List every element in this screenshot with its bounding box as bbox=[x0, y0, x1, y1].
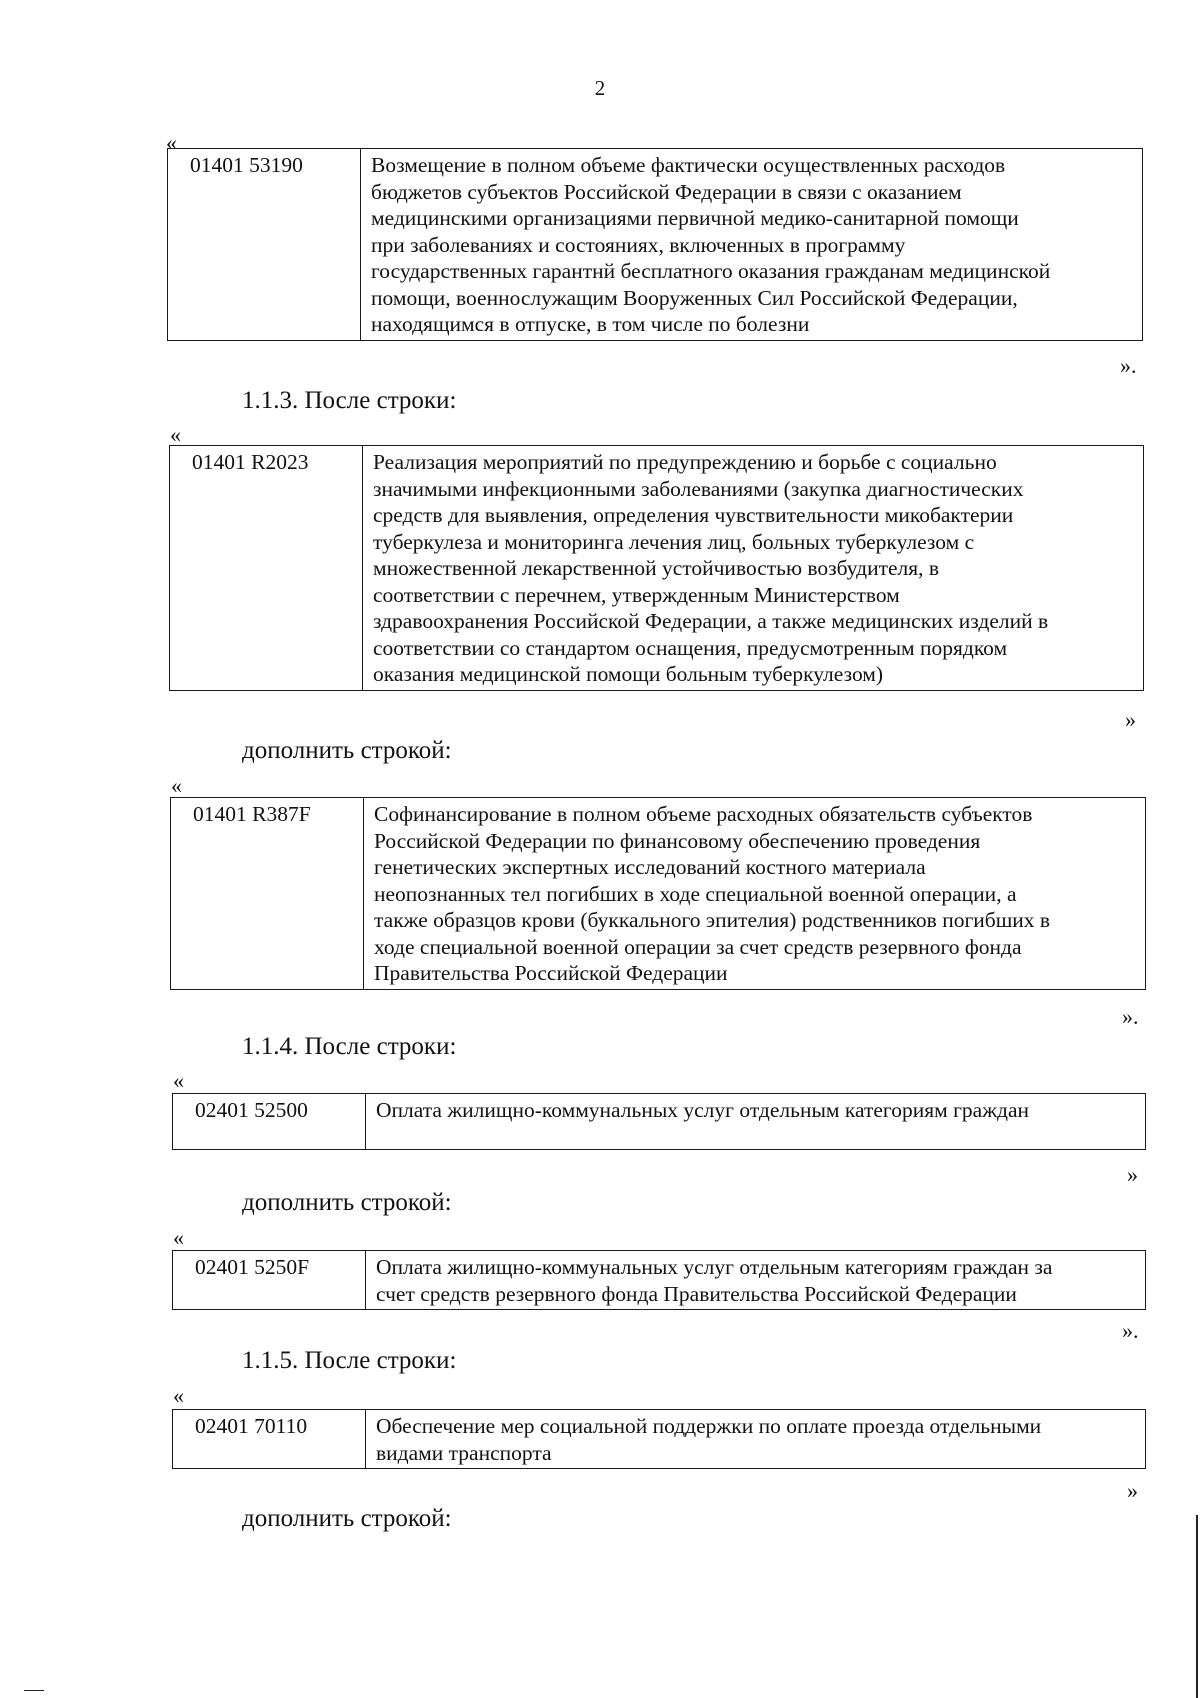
description-line: генетических экспертных исследований костного материала bbox=[374, 855, 926, 879]
budget-code-description bbox=[366, 1251, 1146, 1310]
description-line: соответствии со стандартом оснащения, предусмотренным порядком bbox=[373, 635, 1008, 660]
description-line: Оплата жилищно-коммунальных услуг отдельным категориям граждан за bbox=[376, 1255, 1053, 1279]
description-line: оказания медицинской помощи больным туберкулезом) bbox=[373, 662, 884, 686]
close-quote: » bbox=[1127, 1162, 1138, 1187]
budget-code-row bbox=[169, 445, 1144, 691]
description-line: множественной лекарственной устойчивостью возбудителя, в bbox=[373, 556, 940, 580]
budget-code-row bbox=[172, 1409, 1146, 1469]
close-quote: ». bbox=[1122, 1004, 1139, 1029]
budget-code-row bbox=[170, 797, 1146, 990]
scan-edge-mark bbox=[24, 1690, 44, 1691]
description-line: ходе специальной военной операции за счет средств резервного фонда bbox=[374, 934, 1022, 959]
description-line: помощи, военнослужащим Вооруженных Сил Российской Федерации, bbox=[371, 285, 1018, 310]
description-line: медицинскими организациями первичной медико-санитарной помощи bbox=[371, 206, 1019, 230]
open-quote: « bbox=[173, 1225, 184, 1250]
description-line: туберкулеза и мониторинга лечения лиц, больных туберкулезом с bbox=[373, 529, 975, 554]
description-line: Возмещение в полном объеме фактически осуществленных расходов bbox=[371, 153, 1006, 177]
budget-code-description bbox=[364, 798, 1146, 990]
description-line: Реализация мероприятий по предупреждению и борьбе с социально bbox=[373, 450, 997, 474]
description-line: видами транспорта bbox=[376, 1440, 552, 1465]
description-line: счет средств резервного фонда Правительства Российской Федерации bbox=[376, 1281, 1017, 1306]
section-heading: дополнить строкой: bbox=[242, 1505, 452, 1532]
description-line: Оплата жилищно-коммунальных услуг отдельным категориям граждан bbox=[376, 1098, 1030, 1122]
scan-edge-line bbox=[1196, 1515, 1198, 1698]
section-heading: дополнить строкой: bbox=[242, 737, 452, 764]
description-line: здравоохранения Российской Федерации, а также медицинских изделий в bbox=[373, 609, 1049, 633]
description-line: Софинансирование в полном объеме расходных обязательств субъектов bbox=[374, 802, 1033, 826]
open-quote: « bbox=[166, 130, 177, 155]
description-line: неопознанных тел погибших в ходе специальной военной операции, а bbox=[374, 881, 1017, 906]
open-quote: « bbox=[173, 1068, 184, 1093]
description-line: средств для выявления, определения чувствительности микобактерии bbox=[373, 503, 1014, 527]
budget-code: 02401 5250F bbox=[173, 1251, 366, 1310]
budget-code-description bbox=[366, 1094, 1146, 1150]
close-quote: » bbox=[1127, 1478, 1138, 1503]
page-number: 2 bbox=[594, 76, 606, 100]
budget-code-row bbox=[167, 148, 1143, 341]
description-line: при заболеваниях и состояниях, включенных в программу bbox=[371, 232, 906, 257]
section-heading: дополнить строкой: bbox=[242, 1189, 452, 1216]
description-line: Обеспечение мер социальной поддержки по оплате проезда отдельными bbox=[376, 1414, 1042, 1438]
description-line: находящимся в отпуске, в том числе по болезни bbox=[371, 312, 810, 336]
close-quote: ». bbox=[1120, 353, 1137, 378]
budget-code-description bbox=[363, 446, 1144, 691]
description-line: Правительства Российской Федерации bbox=[374, 961, 728, 985]
description-line: Российской Федерации по финансовому обеспечению проведения bbox=[374, 828, 981, 853]
section-heading: 1.1.4. После строки: bbox=[242, 1033, 457, 1060]
budget-code-row bbox=[172, 1250, 1146, 1310]
budget-code: 02401 70110 bbox=[173, 1410, 366, 1469]
budget-code: 01401 53190 bbox=[168, 149, 361, 341]
description-line: соответствии с перечнем, утвержденным Министерством bbox=[373, 582, 900, 607]
budget-code-row bbox=[172, 1093, 1146, 1150]
budget-code: 01401 R387F bbox=[171, 798, 364, 990]
section-heading: 1.1.5. После строки: bbox=[242, 1347, 457, 1374]
description-line: государственных гарантнй бесплатного оказания гражданам медицинской bbox=[371, 259, 1051, 283]
description-line: бюджетов субъектов Российской Федерации в связи с оказанием bbox=[371, 179, 962, 204]
section-heading: 1.1.3. После строки: bbox=[242, 387, 457, 414]
description-line: также образцов крови (буккального эпителия) родственников погибших в bbox=[374, 908, 1051, 932]
open-quote: « bbox=[170, 422, 181, 447]
budget-code-description bbox=[361, 149, 1143, 341]
close-quote: ». bbox=[1122, 1318, 1139, 1343]
open-quote: « bbox=[173, 1383, 184, 1408]
budget-code-description bbox=[366, 1410, 1146, 1469]
description-line: значимыми инфекционными заболеваниями (закупка диагностических bbox=[373, 476, 1024, 501]
budget-code: 02401 52500 bbox=[173, 1094, 366, 1150]
budget-code: 01401 R2023 bbox=[170, 446, 363, 691]
close-quote: » bbox=[1125, 707, 1136, 732]
open-quote: « bbox=[171, 773, 182, 798]
